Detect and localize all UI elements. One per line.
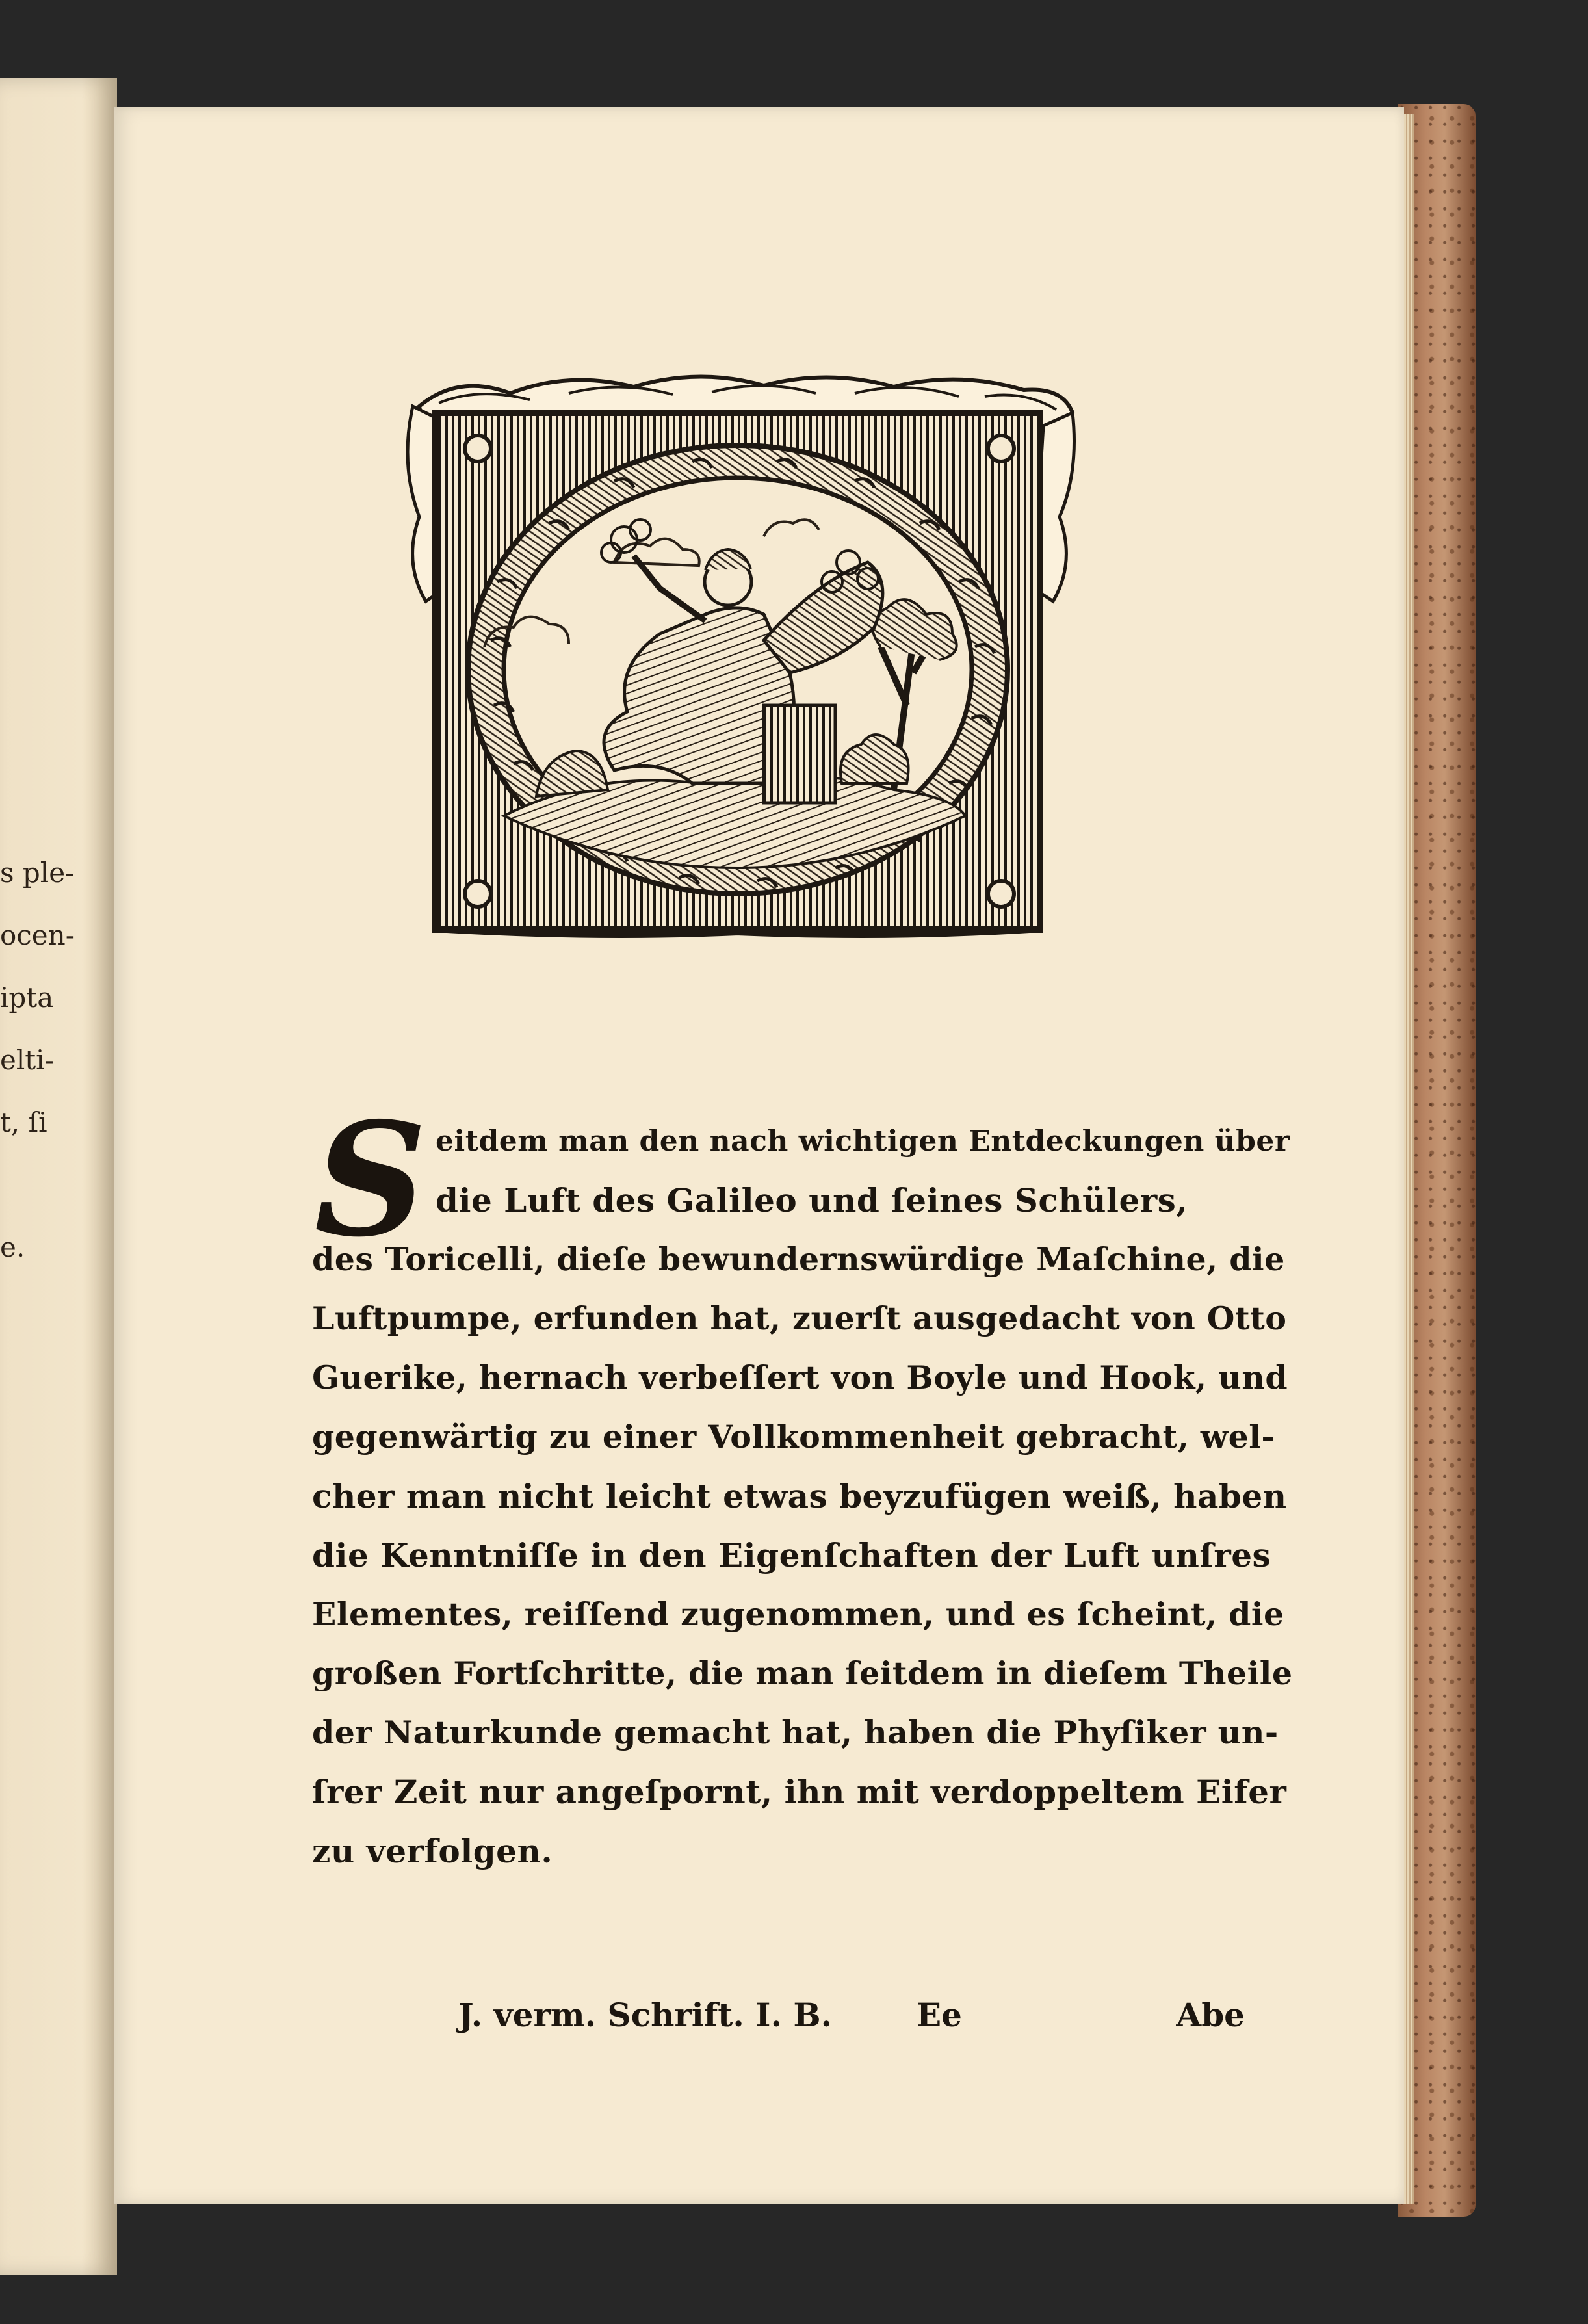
- text-line: [312, 1348, 1294, 1407]
- left-fragment: e.: [0, 1231, 25, 1263]
- text-line-content: eitdem man den nach wichtigen Entdeckungen über: [436, 1125, 1290, 1158]
- left-fragment: s ple-: [0, 857, 75, 889]
- catchword: Abe: [1176, 1996, 1245, 2034]
- text-line-content: Elementes, reiſſend zugenommen, und es ſcheint, die: [312, 1595, 1284, 1633]
- text-line: [312, 1821, 1294, 1881]
- text-line: [312, 1407, 1294, 1467]
- text-line-content: des Toricelli, dieſe bewundernswürdige Maſchine, die: [312, 1240, 1285, 1278]
- text-line: [312, 1171, 1294, 1230]
- left-fragment: ocen-: [0, 919, 75, 951]
- text-line-content: der Naturkunde gemacht hat, haben die Phyſiker un-: [312, 1714, 1279, 1751]
- left-page: [0, 78, 117, 2275]
- left-fragment: elti-: [0, 1044, 54, 1076]
- text-line-content: ſrer Zeit nur angeſpornt, ihn mit verdoppeltem Eifer: [312, 1773, 1287, 1811]
- left-fragment: ipta: [0, 982, 54, 1013]
- text-line: [312, 1526, 1294, 1585]
- text-line-content: cher man nicht leicht etwas beyzufügen weiß, haben: [312, 1477, 1287, 1515]
- text-line-content: großen Fortſchritte, die man ſeitdem in dieſem Theile: [312, 1654, 1293, 1692]
- left-fragment: t, ſi: [0, 1106, 47, 1138]
- recto-page: [114, 107, 1404, 2204]
- drop-cap-initial: S: [314, 1088, 427, 1272]
- woodcut-vignette-image: [400, 367, 1079, 952]
- text-line: [312, 1703, 1294, 1762]
- left-page-text-fragments: [0, 842, 117, 1279]
- page-footer: [458, 1996, 1245, 2048]
- text-line-content: die Luft des Galileo und ſeines Schülers,: [436, 1181, 1188, 1220]
- text-line-content: die Kenntniſſe in den Eigenſchaften der Luft unſres: [312, 1536, 1271, 1574]
- body-text: [312, 1088, 1294, 1881]
- text-line: [312, 1112, 1294, 1171]
- text-line-content: Guerike, hernach verbeſſert von Boyle und Hook, und: [312, 1359, 1288, 1396]
- text-line-content: zu verfolgen.: [312, 1832, 553, 1870]
- text-line: [312, 1467, 1294, 1526]
- text-line: [312, 1762, 1294, 1821]
- text-line-content: gegenwärtig zu einer Vollkommenheit gebracht, wel-: [312, 1418, 1275, 1456]
- text-line-content: Luftpumpe, erfunden hat, zuerſt ausgedacht von Otto: [312, 1299, 1287, 1337]
- text-line: [312, 1230, 1294, 1289]
- signature-line: J. verm. Schrift. I. B.: [458, 1996, 833, 2034]
- text-line: [312, 1644, 1294, 1703]
- signature-mark: Ee: [917, 1996, 962, 2034]
- text-line: [312, 1585, 1294, 1644]
- text-line: [312, 1289, 1294, 1348]
- left-fragment: [0, 1154, 117, 1216]
